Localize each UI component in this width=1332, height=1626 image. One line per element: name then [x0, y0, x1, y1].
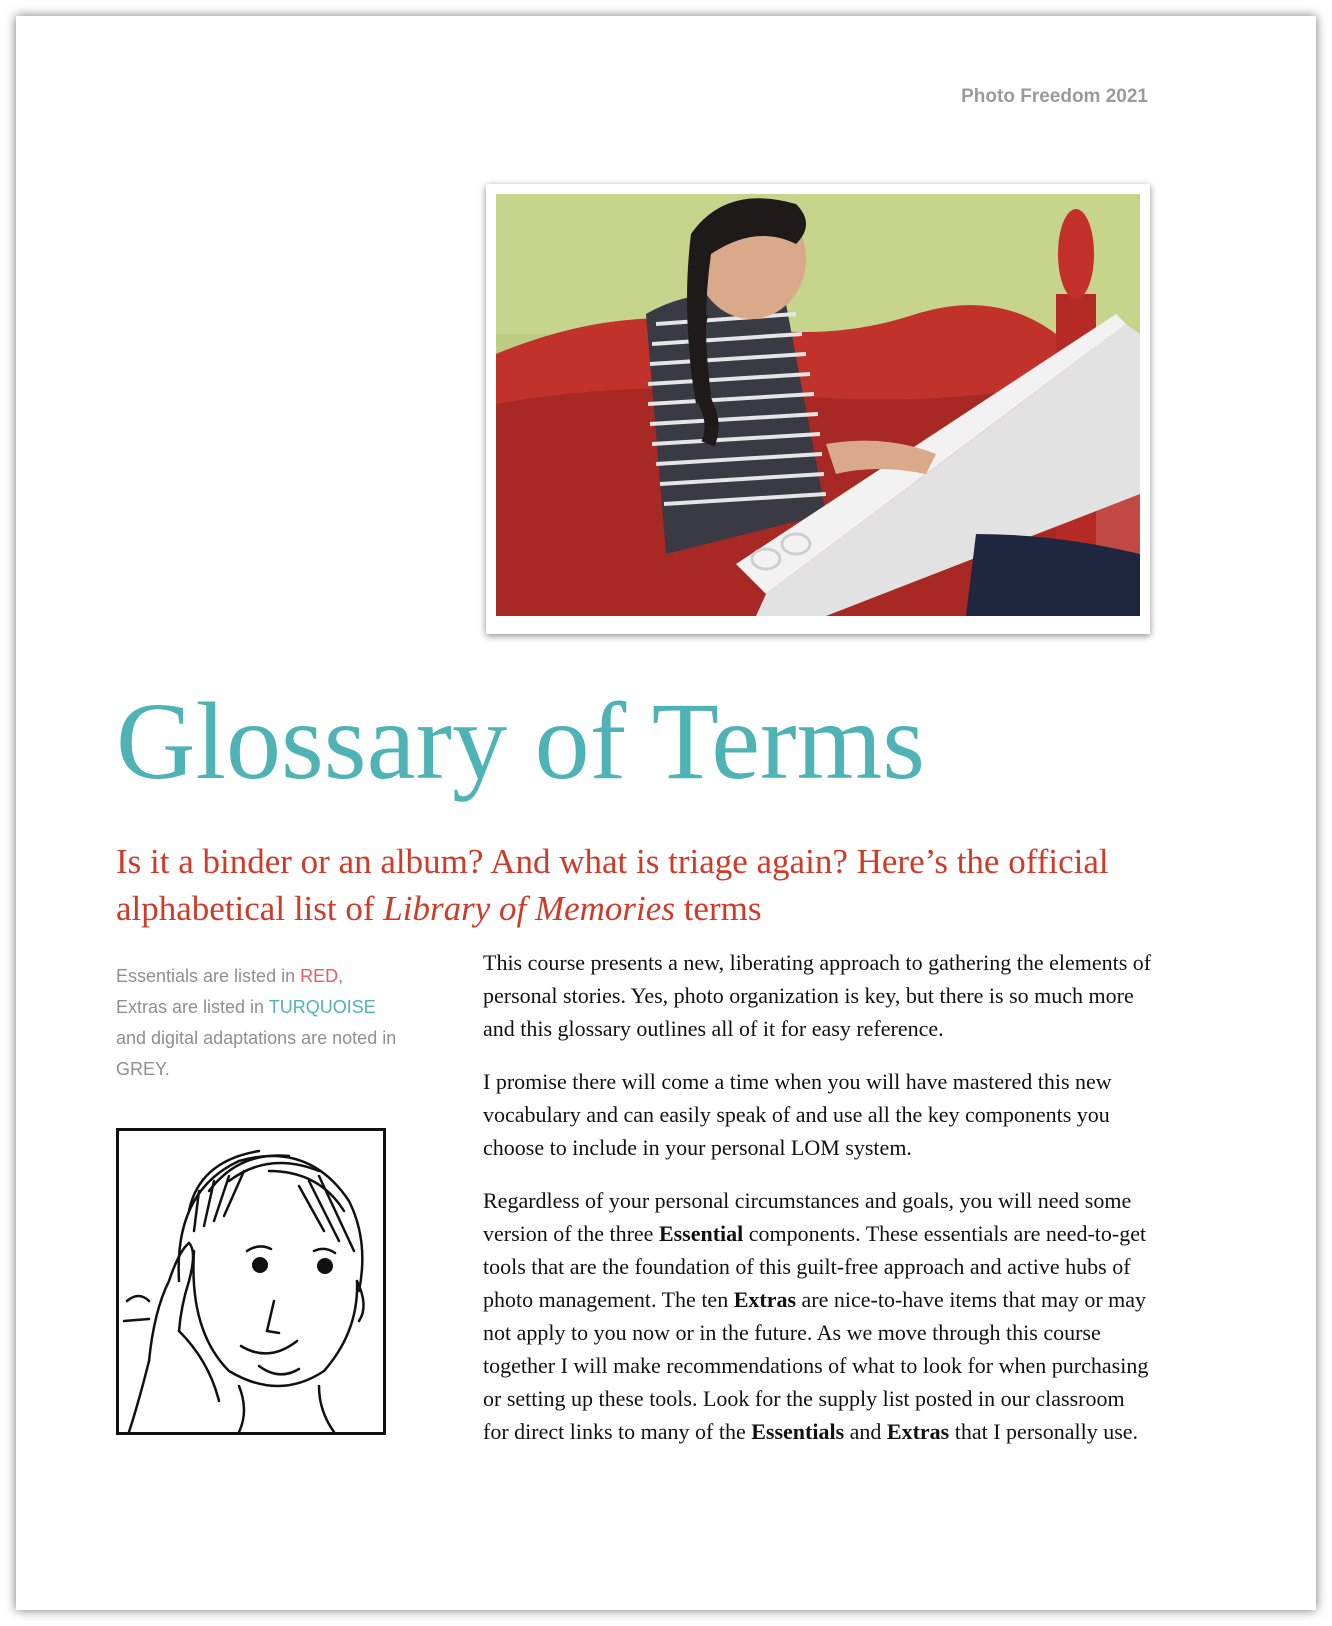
legend-extras-text: Extras are listed in — [116, 997, 269, 1017]
body-text — [483, 946, 1153, 1468]
body-paragraph-1: This course presents a new, liberating approach to gathering the elements of personal stories. Yes, photo organization is key, but there is so much more and this glossary outlines all of it for easy reference. — [483, 950, 1152, 1041]
body-paragraph-2: I promise there will come a time when you will have mastered this new vocabulary and can easily speak of and use all the key components you choose to include in your personal LOM system. — [483, 1069, 1112, 1160]
body-paragraph-3 — [483, 1184, 1153, 1448]
para3-text-3: are nice-to-have items that may or may not apply to you now or in the future. As we move through this course together I will make recommendations of what to look for when purchasing or setting up these tools. Look for the supply list posted in our classroom for direct links to many of the — [483, 1287, 1149, 1444]
girl-with-photo-album-photo — [496, 194, 1140, 616]
para3-text-4: and — [844, 1419, 887, 1444]
para3-bold-essentials: Essentials — [751, 1419, 845, 1444]
para3-bold-essential: Essential — [658, 1221, 744, 1246]
page-subtitle — [116, 838, 1196, 932]
para3-text-1: Regardless of your personal circumstances and goals, you will need some version of the three — [483, 1188, 1132, 1246]
para3-text-2: components. These essentials are need-to-get tools that are the foundation of this guilt-free approach and active hubs of photo management. The ten — [483, 1221, 1147, 1312]
hero-photo-frame — [486, 184, 1150, 634]
header-brand: Photo Freedom 2021 — [961, 86, 1148, 107]
page-title: Glossary of Terms — [116, 680, 926, 802]
cartoon-frame — [116, 1128, 386, 1435]
subtitle-text: Is it a binder or an album? And what is triage again? Here’s the official alphabetical list of — [116, 842, 1109, 928]
para3-bold-extras: Extras — [733, 1287, 797, 1312]
para3-bold-extras-2: Extras — [886, 1419, 950, 1444]
para3-text-5: that I personally use. — [949, 1419, 1139, 1444]
legend-red-word: RED — [300, 966, 339, 986]
legend-turquoise-word: TURQUOISE — [268, 997, 376, 1017]
legend-digital-text: and digital adaptations are noted in GREY. — [116, 1028, 397, 1079]
legend-essentials-text: Essentials are listed in — [116, 966, 301, 986]
document-page — [16, 16, 1316, 1610]
color-legend — [116, 961, 416, 1085]
subtitle-italic: Library of Memories — [383, 889, 675, 928]
thinking-woman-cartoon — [119, 1131, 383, 1432]
subtitle-end: terms — [674, 889, 762, 928]
legend-comma: , — [338, 966, 344, 986]
